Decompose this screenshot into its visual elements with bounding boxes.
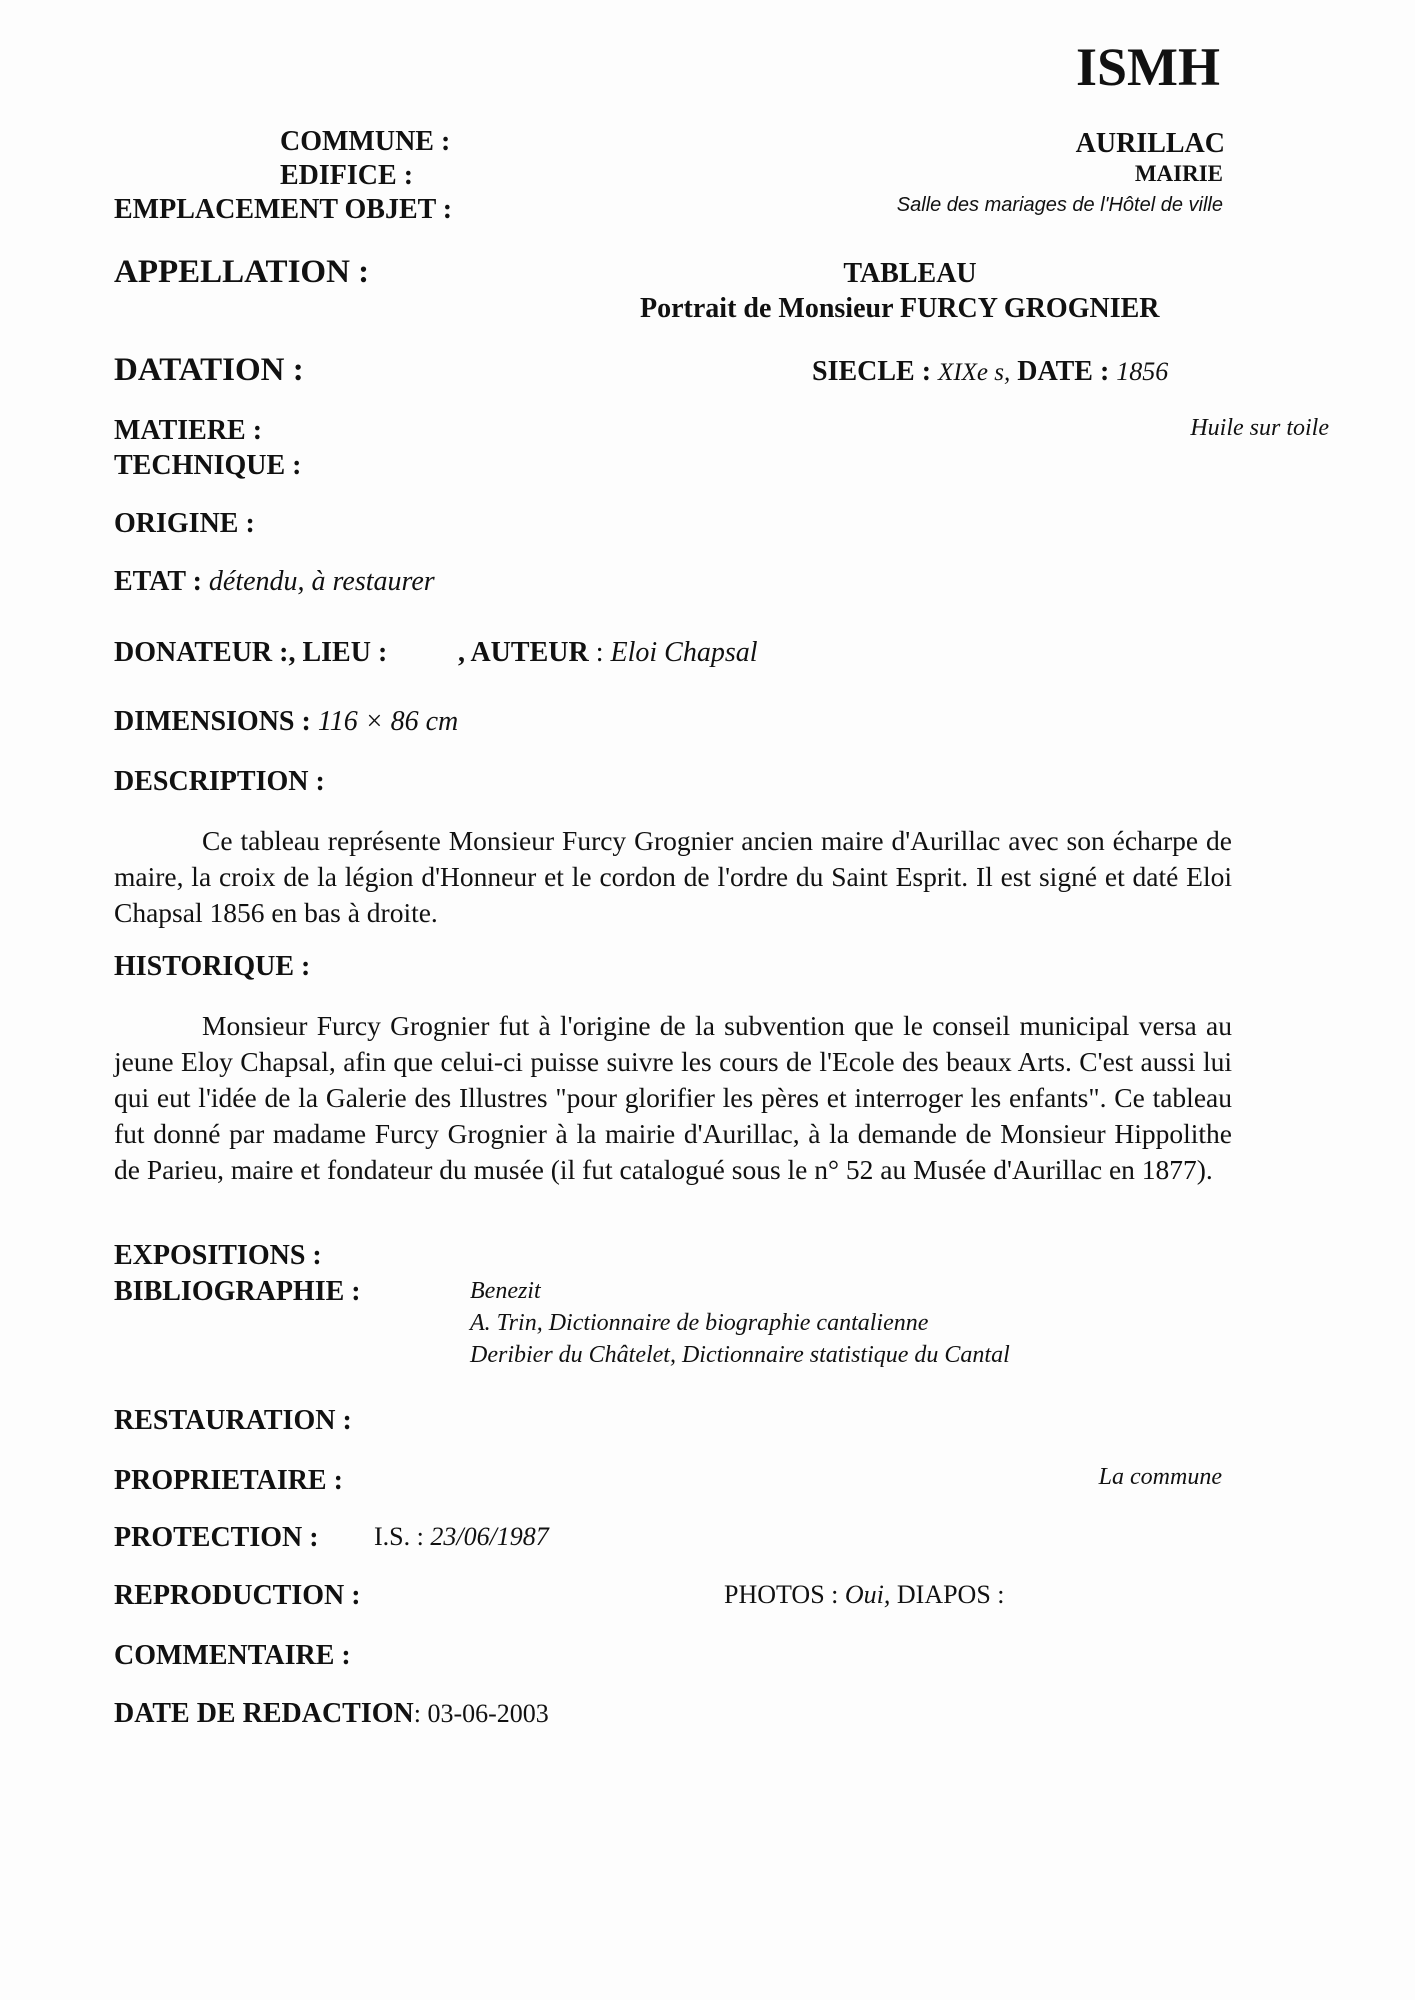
- date-redaction-line: [114, 1698, 549, 1730]
- emplacement-value: Salle des mariages de l'Hôtel de ville: [896, 194, 1223, 216]
- protection-date: 23/06/1987: [430, 1522, 549, 1551]
- siecle-value: XIXe s,: [938, 359, 1011, 386]
- auteur-label: , AUTEUR: [458, 637, 589, 668]
- appellation-title: Portrait de Monsieur FURCY GROGNIER: [640, 293, 1160, 324]
- matiere-value: Huile sur toile: [1190, 415, 1329, 441]
- date-redaction-value: : 03-06-2003: [413, 1699, 549, 1728]
- photos-value: Oui,: [844, 1580, 891, 1609]
- expositions-label: EXPOSITIONS :: [114, 1240, 322, 1271]
- datation-label: DATATION :: [114, 352, 304, 388]
- appellation-label: APPELLATION :: [114, 254, 370, 290]
- dimensions-line: [114, 706, 458, 738]
- etat-line: [114, 566, 435, 598]
- historique-text: Monsieur Furcy Grognier fut à l'origine de la subvention que le conseil municipal versa au jeune Eloy Chapsal, afin que celui-ci puisse suivre les cours de l'Ecole des beaux Arts. C'est aussi lui qui eut l'idée de la Galerie des Illustres "pour glorifier les pères et interroger les enfants". Ce tableau fut donné par madame Furcy Grognier à la mairie d'Aurillac, à la demande de Monsieur Hippolithe de Parieu, maire et fondateur du musée (il fut catalogué sous le n° 52 au Musée d'Aurillac en 1877).: [114, 1010, 1232, 1185]
- donateur-lieu-label: DONATEUR :, LIEU :: [114, 637, 388, 668]
- emplacement-label: EMPLACEMENT OBJET :: [114, 194, 453, 225]
- protection-prefix: I.S. :: [374, 1522, 424, 1551]
- description-label: DESCRIPTION :: [114, 766, 325, 797]
- proprietaire-label: PROPRIETAIRE :: [114, 1465, 343, 1496]
- date-value: 1856: [1116, 357, 1169, 386]
- protection-label: PROTECTION :: [114, 1522, 319, 1553]
- document-code: ISMH: [1076, 37, 1221, 97]
- historique-label: HISTORIQUE :: [114, 951, 311, 982]
- date-redaction-label: DATE DE REDACTION: [114, 1698, 414, 1729]
- diapos-label: DIAPOS :: [896, 1580, 1005, 1609]
- bibliographie-label: BIBLIOGRAPHIE :: [114, 1276, 361, 1307]
- reproduction-label: REPRODUCTION :: [114, 1580, 361, 1611]
- description-text: Ce tableau représente Monsieur Furcy Grognier ancien maire d'Aurillac avec son écharpe de maire, la croix de la légion d'Honneur et le cordon de l'ordre du Saint Esprit. Il est signé et daté Eloi Chapsal 1856 en bas à droite.: [114, 825, 1232, 928]
- edifice-value: MAIRIE: [1134, 161, 1223, 186]
- etat-label: ETAT :: [114, 566, 202, 597]
- bibliographie-list: [470, 1275, 1010, 1371]
- auteur-value: Eloi Chapsal: [610, 637, 758, 668]
- description-paragraph: [114, 823, 1232, 931]
- etat-value: détendu, à restaurer: [208, 566, 435, 597]
- dimensions-label: DIMENSIONS :: [114, 706, 311, 737]
- auteur-line: [458, 637, 758, 669]
- restauration-label: RESTAURATION :: [114, 1405, 352, 1436]
- datation-line: [812, 356, 1168, 388]
- bibliographie-item: Benezit: [470, 1278, 541, 1304]
- technique-label: TECHNIQUE :: [114, 450, 302, 481]
- origine-label: ORIGINE :: [114, 508, 255, 539]
- edifice-label: EDIFICE :: [280, 160, 414, 191]
- historique-paragraph: [114, 1008, 1232, 1188]
- photos-line: [724, 1580, 1005, 1610]
- dimensions-value: 116 × 86 cm: [317, 706, 459, 737]
- date-label: DATE :: [1017, 356, 1110, 387]
- photos-label: PHOTOS :: [724, 1580, 839, 1609]
- auteur-separator: :: [588, 637, 604, 668]
- matiere-label: MATIERE :: [114, 415, 263, 446]
- bibliographie-item: Deribier du Châtelet, Dictionnaire statistique du Cantal: [470, 1342, 1010, 1368]
- commune-label: COMMUNE :: [280, 126, 451, 157]
- proprietaire-value: La commune: [1098, 1464, 1222, 1490]
- bibliographie-item: A. Trin, Dictionnaire de biographie cantalienne: [470, 1310, 929, 1336]
- commune-value: AURILLAC: [1075, 128, 1225, 159]
- commentaire-label: COMMENTAIRE :: [114, 1640, 351, 1671]
- siecle-label: SIECLE :: [812, 356, 932, 387]
- appellation-type: TABLEAU: [843, 258, 977, 289]
- protection-value-line: [374, 1522, 549, 1552]
